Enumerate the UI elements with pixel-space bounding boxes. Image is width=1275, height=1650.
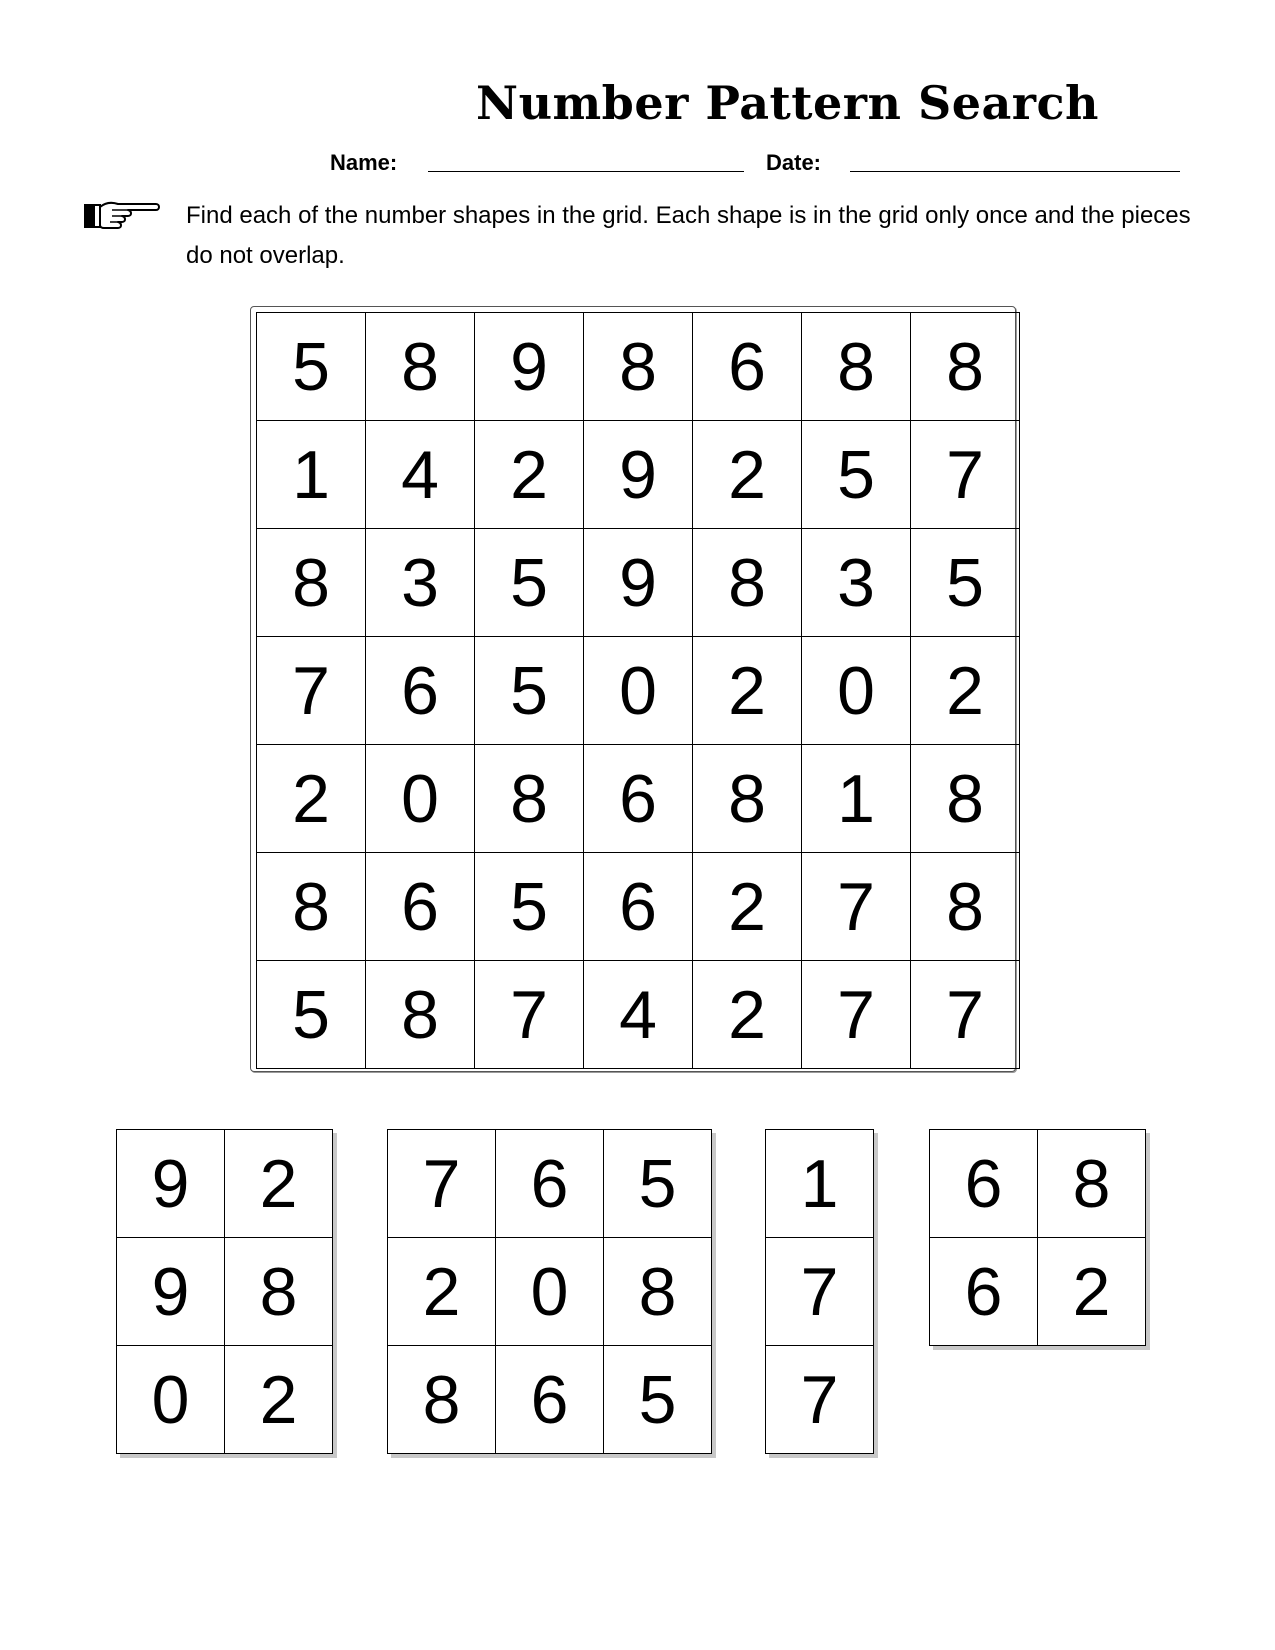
shape-piece-4 [929,1129,1146,1346]
shape-cell: 8 [1038,1130,1146,1238]
grid-cell: 2 [693,961,802,1069]
shape-row [388,1130,712,1238]
grid-cell: 3 [802,529,911,637]
page-title: Number Pattern Search [476,76,1099,130]
grid-cell: 2 [693,853,802,961]
grid-row [257,745,1020,853]
shape-cell: 0 [117,1346,225,1454]
grid-cell: 5 [475,637,584,745]
shape-row [930,1238,1146,1346]
grid-cell: 5 [475,529,584,637]
grid-cell: 0 [584,637,693,745]
grid-cell: 8 [366,313,475,421]
shape-cell: 8 [604,1238,712,1346]
grid-cell: 2 [693,421,802,529]
shape-cell: 0 [496,1238,604,1346]
grid-cell: 6 [584,853,693,961]
grid-cell: 8 [911,853,1020,961]
grid-row [257,529,1020,637]
grid-row [257,637,1020,745]
grid-cell: 1 [802,745,911,853]
shape-cell: 1 [766,1130,874,1238]
grid-cell: 4 [584,961,693,1069]
shape-cell: 2 [1038,1238,1146,1346]
shape-cell: 7 [766,1238,874,1346]
grid-cell: 8 [911,313,1020,421]
grid-cell: 5 [475,853,584,961]
shape-cell: 5 [604,1130,712,1238]
shape-cell: 6 [930,1130,1038,1238]
grid-row [257,313,1020,421]
grid-cell: 6 [366,853,475,961]
shape-cell: 2 [388,1238,496,1346]
shape-row [388,1346,712,1454]
shape-cell: 9 [117,1130,225,1238]
grid-cell: 7 [911,421,1020,529]
grid-cell: 8 [911,745,1020,853]
grid-cell: 2 [257,745,366,853]
grid-cell: 8 [693,745,802,853]
shape-row [117,1130,333,1238]
shape-cell: 2 [225,1130,333,1238]
grid-cell: 9 [475,313,584,421]
shape-cell: 2 [225,1346,333,1454]
shape-cell: 6 [930,1238,1038,1346]
grid-cell: 8 [257,529,366,637]
grid-cell: 2 [911,637,1020,745]
grid-cell: 8 [693,529,802,637]
shape-cell: 8 [225,1238,333,1346]
grid-cell: 8 [584,313,693,421]
grid-cell: 1 [257,421,366,529]
grid-cell: 8 [475,745,584,853]
shape-cell: 7 [388,1130,496,1238]
grid-cell: 5 [257,961,366,1069]
shape-cell: 9 [117,1238,225,1346]
shape-piece-1 [116,1129,333,1454]
grid-cell: 8 [257,853,366,961]
grid-cell: 6 [366,637,475,745]
number-grid [256,312,1020,1069]
shape-row [117,1346,333,1454]
date-label: Date: [766,150,822,175]
grid-cell: 6 [693,313,802,421]
grid-cell: 7 [802,961,911,1069]
grid-cell: 8 [802,313,911,421]
grid-cell: 2 [693,637,802,745]
grid-row [257,421,1020,529]
instructions-text: Find each of the number shapes in the grid. Each shape is in the grid only once and the pieces do not overlap. [186,202,1191,269]
grid-cell: 9 [584,529,693,637]
shape-row [766,1130,874,1238]
shape-cell: 6 [496,1346,604,1454]
grid-cell: 7 [257,637,366,745]
shape-piece-3 [765,1129,874,1454]
grid-row [257,961,1020,1069]
shape-cell: 6 [496,1130,604,1238]
name-label: Name: [330,150,398,175]
grid-cell: 0 [366,745,475,853]
grid-cell: 3 [366,529,475,637]
grid-cell: 7 [475,961,584,1069]
grid-cell: 7 [802,853,911,961]
shape-cell: 7 [766,1346,874,1454]
shape-piece-2 [387,1129,712,1454]
grid-cell: 5 [802,421,911,529]
grid-row [257,853,1020,961]
grid-cell: 7 [911,961,1020,1069]
shape-cell: 8 [388,1346,496,1454]
shape-row [766,1346,874,1454]
shape-cell: 5 [604,1346,712,1454]
shape-row [930,1130,1146,1238]
date-field[interactable] [850,171,1180,172]
pointing-hand-icon [82,196,162,236]
shape-row [766,1238,874,1346]
grid-cell: 4 [366,421,475,529]
grid-cell: 5 [257,313,366,421]
shape-row [117,1238,333,1346]
grid-cell: 5 [911,529,1020,637]
grid-cell: 9 [584,421,693,529]
grid-cell: 8 [366,961,475,1069]
name-field[interactable] [428,171,744,172]
grid-cell: 6 [584,745,693,853]
shape-row [388,1238,712,1346]
grid-cell: 0 [802,637,911,745]
grid-cell: 2 [475,421,584,529]
